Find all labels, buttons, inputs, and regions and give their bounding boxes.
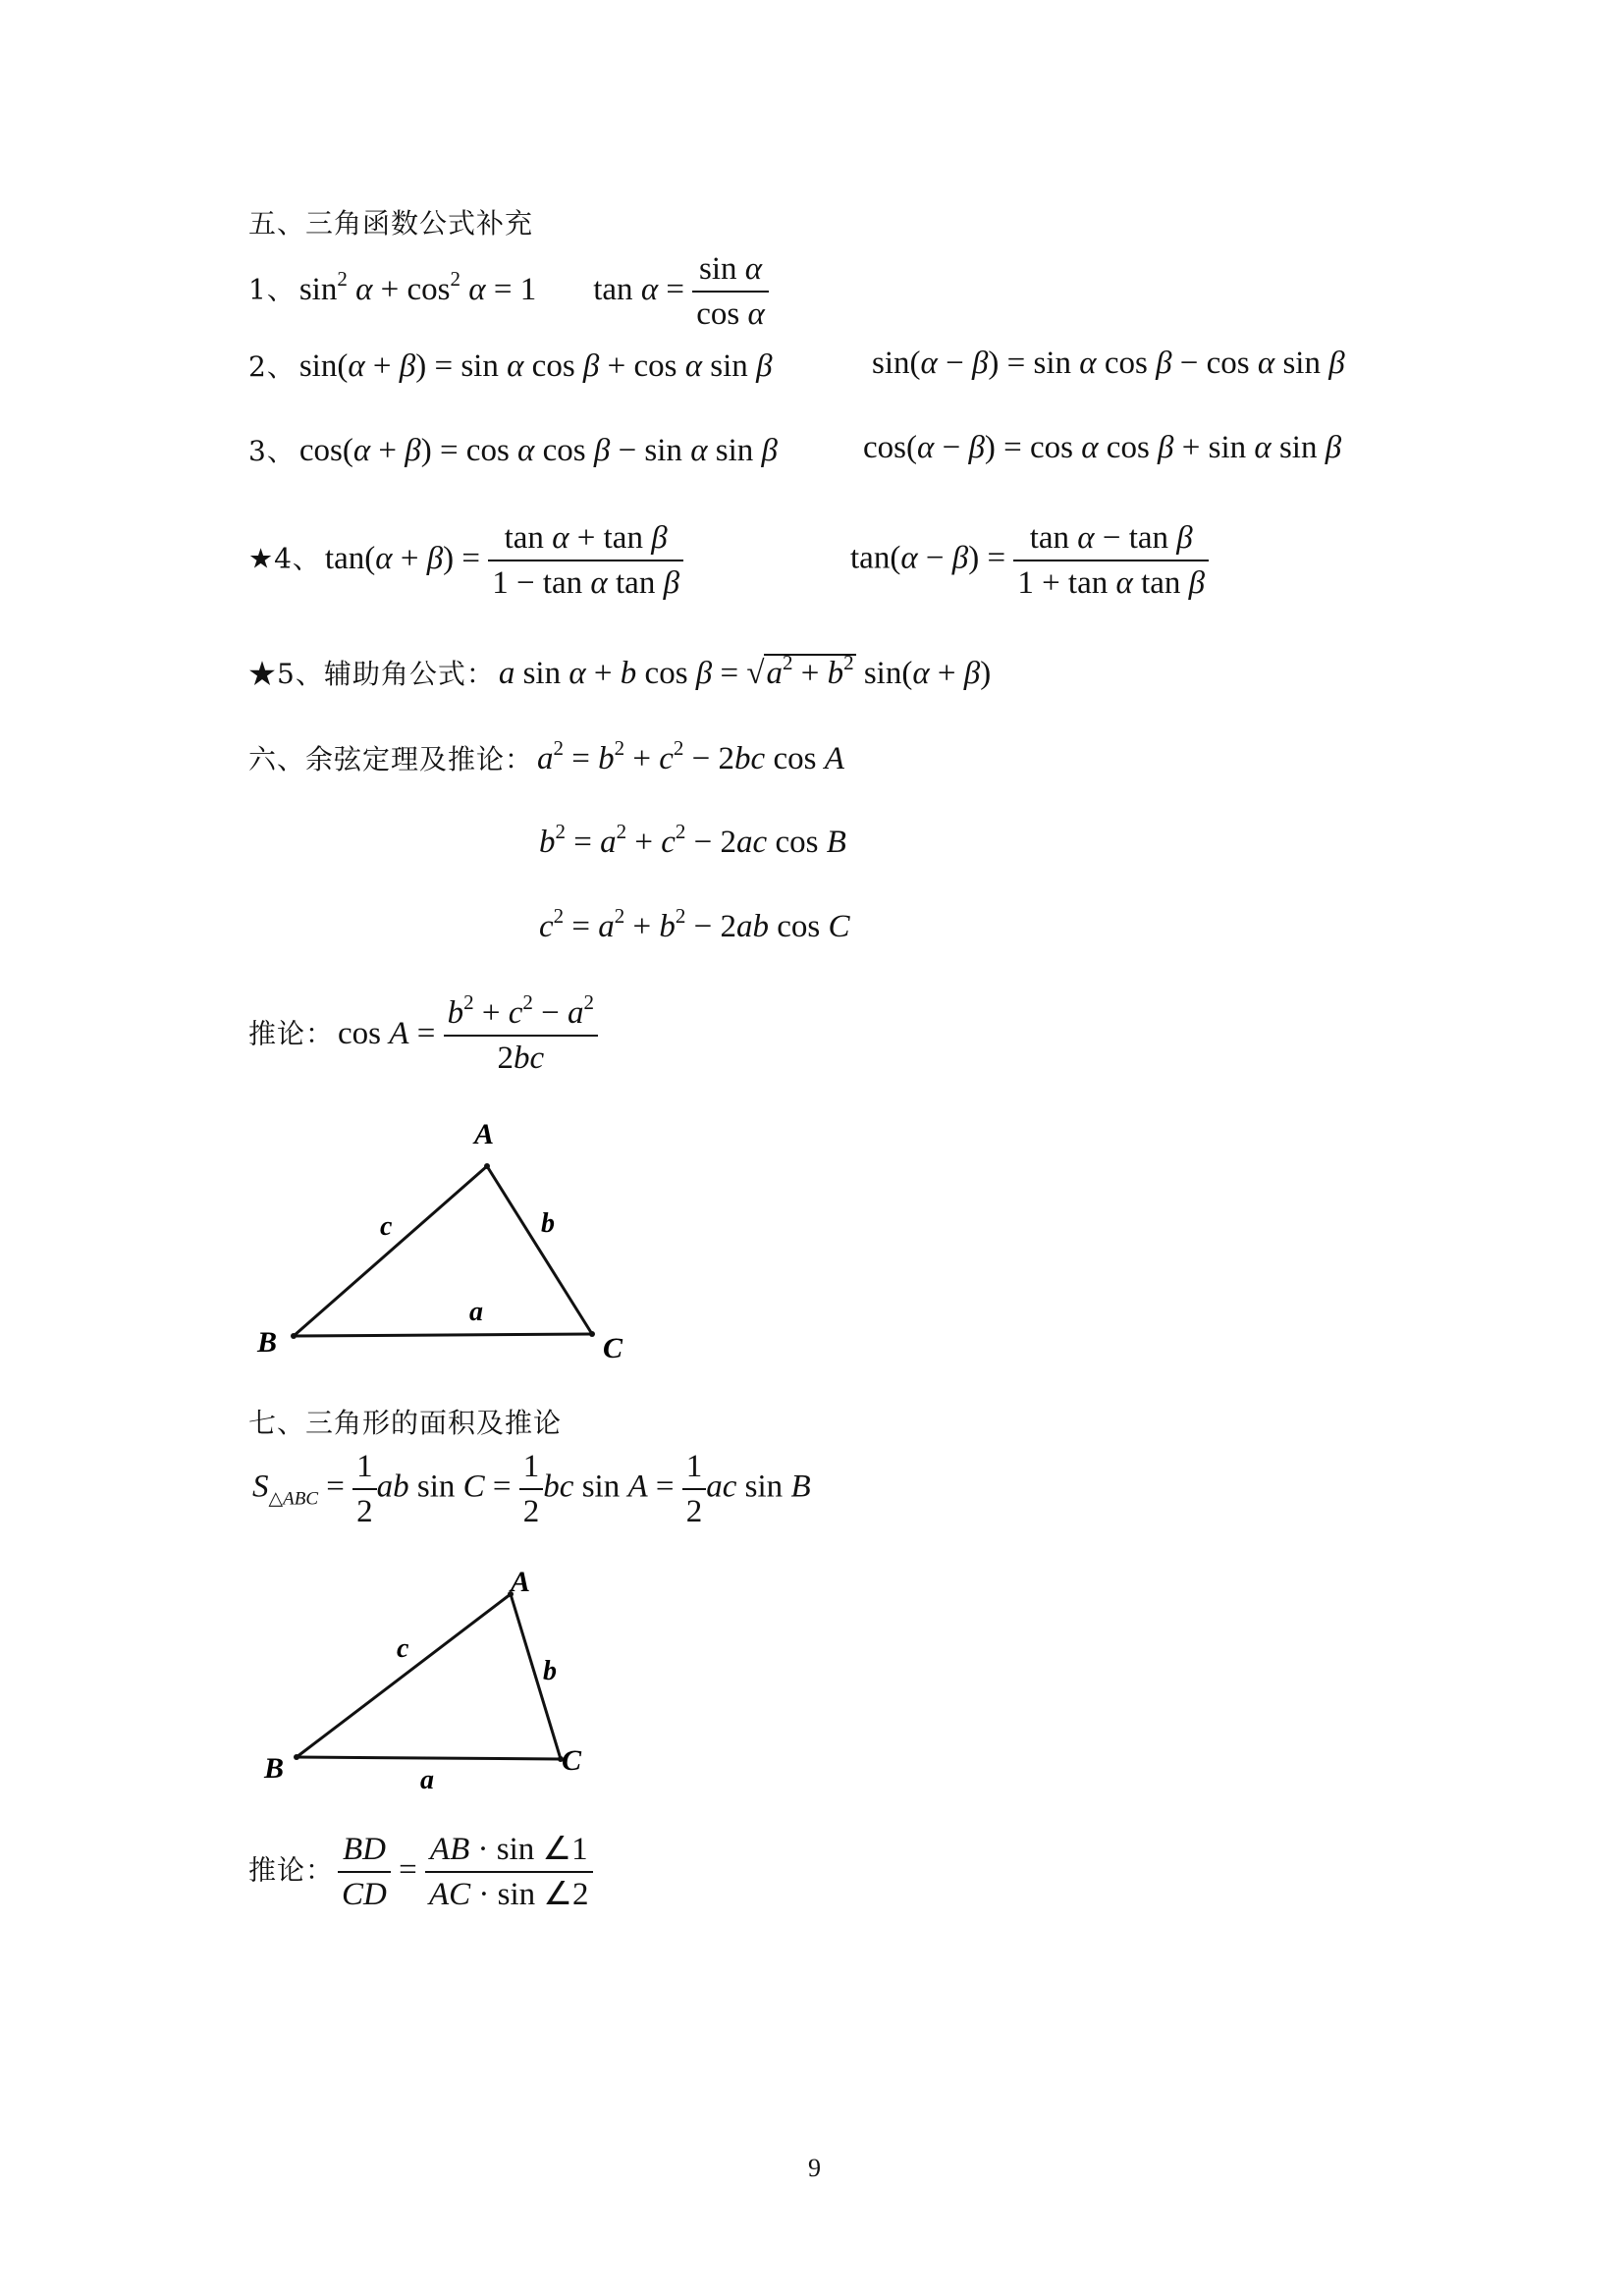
formula-sin-sum: sin(α + β) = sin α cos β + cos α sin β: [298, 348, 773, 384]
vertex-label-B: B: [257, 1326, 278, 1359]
section-6-title: 六、余弦定理及推论：: [248, 743, 534, 775]
formula-tan-diff: tan(α − β) = $\frac{\text{tan α − tan β}}{\text{1 + tan α tan β}}$: [850, 516, 1209, 605]
side-b-line: [487, 1166, 592, 1334]
formula-cos-diff: cos(α − β) = cos α cos β + sin α sin β: [863, 430, 1342, 465]
ratio-corollary: $\frac{BD}{CD}$ = $\frac{AB \cdot \sin \angle 1}{AC \cdot \sin \angle 2}$: [338, 1852, 592, 1888]
side-a-line: [294, 1334, 592, 1336]
item-number-5: ★5、辅助角公式：: [248, 658, 495, 690]
item-number-1: 1、: [248, 273, 296, 306]
section-7-title: 七、三角形的面积及推论: [248, 1407, 563, 1439]
side-c-line-2: [297, 1594, 511, 1757]
vertex-label-A: A: [474, 1118, 495, 1150]
formula-pythagorean: $\sin^2 \alpha + \cos^2 \alpha = 1$: [298, 266, 537, 307]
side-label-c-2: c: [397, 1633, 409, 1664]
item-number-4: ★4、: [248, 542, 321, 575]
side-label-a-2: a: [420, 1765, 434, 1795]
vertex-label-B-2: B: [264, 1752, 285, 1785]
vertex-label-A-2: A: [511, 1566, 531, 1598]
formula-cos-sum: cos(α + β) = cos α cos β − sin α sin β: [298, 433, 778, 468]
triangle-diagram-1: [245, 1114, 638, 1369]
formula-row-5: [248, 653, 991, 692]
corollary-label-7: 推论：: [248, 1853, 335, 1887]
formula-row-3: [248, 430, 778, 469]
cosine-corollary: cos A = $\frac{b^2 + c^2 - a^2}{2bc}$: [338, 1016, 598, 1051]
section-5-title: 五、三角函数公式补充: [248, 207, 534, 240]
formula-auxiliary-angle: a sin α + b $\cos \beta = √a^2 + b^2$ sin(α + β): [498, 651, 992, 691]
corollary-label-6: 推论：: [248, 1017, 335, 1050]
triangle-area-formula: $S_{\triangle ABC}$ = $\frac{1}{2}$ ab sin C = $\frac{1}{2}$ bc sin A = $\frac{1}{2}$ ac sin B: [252, 1445, 811, 1533]
side-label-b-2: b: [543, 1656, 557, 1686]
formula-row-2: [248, 346, 773, 385]
item-number-2: 2、: [248, 350, 296, 383]
law-of-cosines-c: $c^2 = a^2 + b^2 - 2ab$ cos C: [539, 904, 850, 944]
triangle-diagram-2: [245, 1556, 638, 1801]
formula-tangent-def: tan α = $\frac{\text{sin α}}{\text{cos α}}$: [593, 272, 769, 307]
formula-sin-diff: sin(α − β) = sin α cos β − cos α sin β: [872, 346, 1345, 381]
formula-row-1: [248, 247, 769, 336]
formula-row-4: [248, 516, 683, 605]
vertex-label-C: C: [603, 1332, 623, 1364]
law-of-cosines-a: $a^2 = b^2 + c^2 - 2bc$ cos A: [537, 736, 844, 776]
side-label-b: b: [541, 1208, 555, 1239]
section-6-row-1: [248, 738, 844, 777]
section-6-corollary: [248, 991, 598, 1080]
side-a-line-2: [297, 1757, 561, 1759]
side-label-c: c: [380, 1211, 393, 1242]
side-label-a: a: [469, 1297, 483, 1327]
side-c-line: [294, 1166, 487, 1336]
section-7-corollary: [248, 1828, 593, 1916]
vertex-label-C-2: C: [562, 1744, 582, 1777]
item-number-3: 3、: [248, 435, 296, 467]
law-of-cosines-b: $b^2 = a^2 + c^2 - 2ac$ cos B: [539, 820, 846, 860]
page-number: 9: [808, 2154, 821, 2182]
formula-tan-sum: tan(α + β) = $\frac{\text{tan α + tan β}}{\text{1 − tan α tan β}}$: [325, 541, 683, 576]
